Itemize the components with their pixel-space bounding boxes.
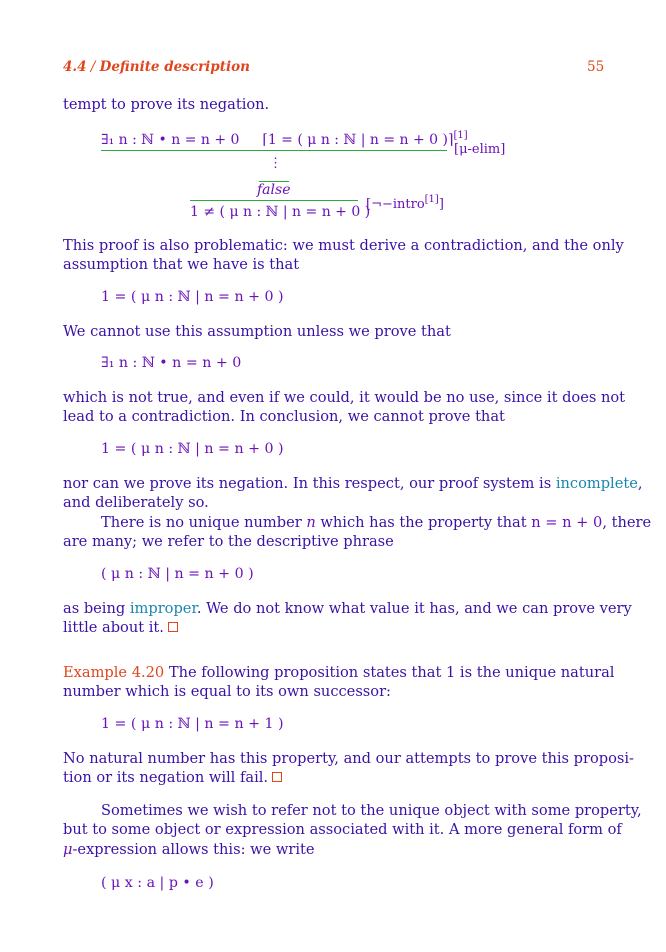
rule-neg-intro-text: [¬−intro [366,197,425,212]
paragraph-line: This proof is also problematic: we must derive a contradiction, and the only [63,237,624,254]
paragraph-line: and deliberately so. [63,494,209,511]
paragraph-line [101,513,652,532]
paragraph-line: but to some object or expression associated with it. A more general form of [63,821,622,838]
qed-box-icon [168,622,178,632]
text-run: . We do not know what value it has, and we can prove very [196,600,632,617]
false-label: false [257,182,291,198]
paragraph-continuation: tempt to prove its negation. [63,96,270,113]
inference-line-neg-intro [190,200,358,201]
proof-ellipsis: ⋮ [269,156,282,171]
example-label: Example 4.20 [63,664,165,681]
rule-mu-elim: [μ-elim] [454,142,506,157]
paragraph-line: lead to a contradiction. In conclusion, we cannot prove that [63,408,505,425]
paragraph-line [63,840,603,859]
rule-neg-intro [366,194,444,212]
paragraph-line: number which is equal to its own successor: [63,683,391,700]
paragraph-line [63,618,603,637]
text-run: which has the property that [315,514,532,531]
header-separator: / [86,59,100,75]
paragraph-line [63,474,643,493]
running-header [63,59,250,75]
rule-neg-intro-close: ] [438,197,444,212]
inference-line-mu-elim [101,150,447,151]
paragraph-line: No natural number has this property, and our attempts to prove this proposi- [63,750,634,767]
paragraph-line: are many; we refer to the descriptive phrase [63,533,394,550]
display-math: 1 = ( μ n : ℕ | n = n + 0 ) [101,441,284,457]
premise-assumption: ⌈1 = ( μ n : ℕ | n = n + 0 )⌉ [262,132,454,148]
paragraph-line: We cannot use this assumption unless we prove that [63,323,451,340]
premise-unique-existence: ∃₁ n : ℕ • n = n + 0 [101,132,240,148]
term-improper[interactable]: improper [129,600,197,617]
mu-symbol: μ [63,841,73,858]
paragraph-line: assumption that we have is that [63,256,300,273]
inline-math: n = n + 0 [531,514,603,531]
proof-premises [101,130,468,148]
paragraph-line [63,599,632,618]
text-run: tion or its negation will fail. [63,769,269,786]
text-run: little about it. [63,619,164,636]
paragraph-line: which is not true, and even if we could, it would be no use, since it does not [63,389,626,406]
paragraph-line [63,768,603,787]
text-run: , there [602,514,652,531]
section-number: 4.4 [63,59,87,75]
proof-conclusion: 1 ≠ ( μ n : ℕ | n = n + 0 ) [190,204,371,220]
page-number: 55 [587,59,605,75]
display-math: ( μ n : ℕ | n = n + 0 ) [101,566,254,582]
text-run: -expression allows this: we write [72,841,315,858]
example-heading-line [63,663,615,682]
qed-box-icon [272,772,282,782]
text-run: There is no unique number [101,514,307,531]
term-incomplete[interactable]: incomplete [555,475,638,492]
display-math: ∃₁ n : ℕ • n = n + 0 [101,355,242,371]
text-run: nor can we prove its negation. In this respect, our proof system is [63,475,556,492]
text-run: , [637,475,643,492]
text-run: as being [63,600,130,617]
text-run: The following proposition states that 1 is the unique natural [168,664,615,681]
paragraph-line: Sometimes we wish to refer not to the unique object with some property, [101,802,642,819]
section-title: Definite description [99,59,250,75]
display-math: 1 = ( μ n : ℕ | n = n + 0 ) [101,289,284,305]
math-variable: n [306,514,316,531]
display-math: ( μ x : a | p • e ) [101,875,214,891]
display-math: 1 = ( μ n : ℕ | n = n + 1 ) [101,716,284,732]
rule-neg-intro-label: [1] [424,194,439,205]
assumption-label: [1] [453,130,468,141]
